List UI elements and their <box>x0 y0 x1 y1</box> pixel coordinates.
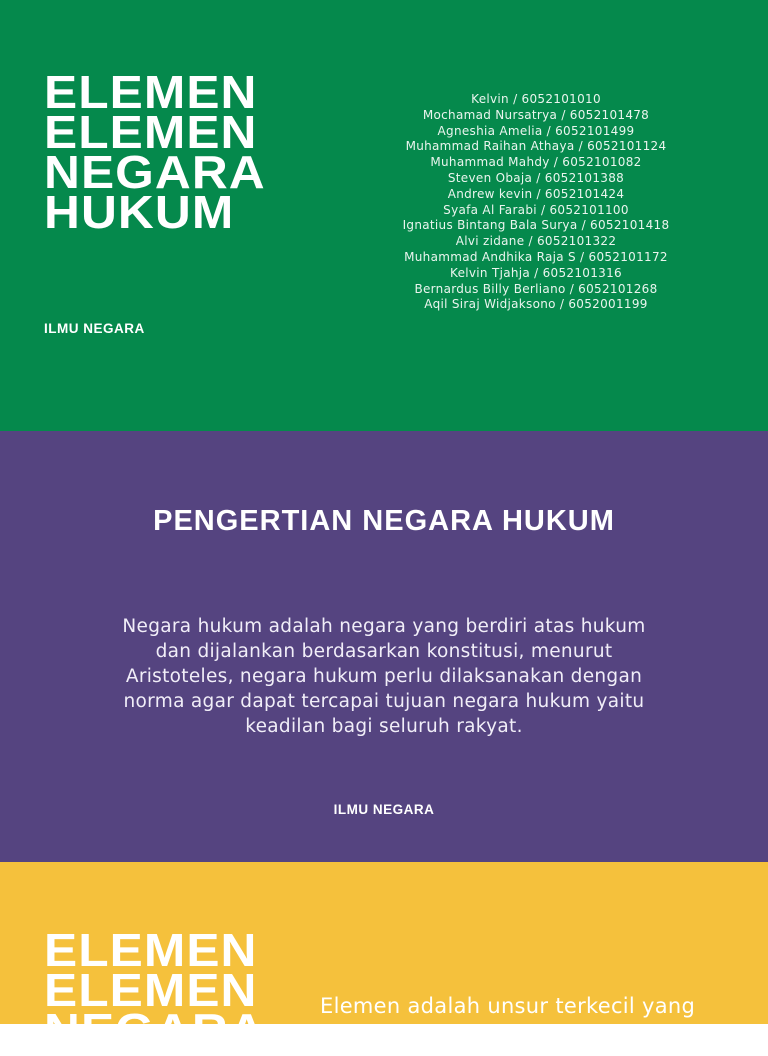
title-line: ELEMEN <box>44 924 258 976</box>
member-item: Alvi zidane / 6052101322 <box>455 234 617 249</box>
section-heading: PENGERTIAN NEGARA HUKUM <box>153 505 615 537</box>
main-title <box>44 66 266 238</box>
member-item: Muhammad Raihan Athaya / 6052101124 <box>405 139 667 154</box>
title-line: ELEMEN <box>44 106 258 158</box>
member-item: Steven Obaja / 6052101388 <box>447 170 625 185</box>
member-item: Kelvin / 6052101010 <box>471 92 601 106</box>
member-item: Kelvin Tjahja / 6052101316 <box>450 265 622 280</box>
course-label: ILMU NEGARA <box>333 802 435 817</box>
slide-definition <box>0 431 768 862</box>
member-item: Mochamad Nursatrya / 6052101478 <box>422 107 650 122</box>
member-item: Bernardus Billy Berliano / 6052101268 <box>414 281 658 296</box>
elements-description: Elemen adalah unsur terkecil yang <box>320 994 696 1018</box>
member-list <box>384 92 688 313</box>
elements-title <box>44 924 266 1056</box>
member-item: Ignatius Bintang Bala Surya / 6052101418 <box>402 218 670 233</box>
slide-title <box>0 0 768 431</box>
title-line: NEGARA <box>44 1004 266 1056</box>
member-item: Muhammad Andhika Raja S / 6052101172 <box>404 249 668 264</box>
member-item: Aqil Siraj Widjaksono / 6052001199 <box>424 297 648 312</box>
definition-paragraph <box>94 614 674 739</box>
paragraph-line: Negara hukum adalah negara yang berdiri atas hukum <box>122 616 646 637</box>
paragraph-line: keadilan bagi seluruh rakyat. <box>245 716 523 737</box>
paragraph-line: Aristoteles, negara hukum perlu dilaksanakan dengan <box>125 666 643 687</box>
member-item: Syafa Al Farabi / 6052101100 <box>443 202 629 217</box>
title-line: HUKUM <box>44 186 235 238</box>
member-item: Agneshia Amelia / 6052101499 <box>437 123 635 138</box>
slide-elements <box>0 862 768 1056</box>
paragraph-line: norma agar dapat tercapai tujuan negara hukum yaitu <box>123 691 645 712</box>
paragraph-line: dan dijalankan berdasarkan konstitusi, menurut <box>155 641 613 662</box>
title-line: ELEMEN <box>44 66 258 118</box>
title-line: NEGARA <box>44 146 266 198</box>
member-item: Andrew kevin / 6052101424 <box>447 186 625 201</box>
member-item: Muhammad Mahdy / 6052101082 <box>430 155 642 170</box>
title-line: ELEMEN <box>44 964 258 1016</box>
course-label: ILMU NEGARA <box>44 321 145 336</box>
